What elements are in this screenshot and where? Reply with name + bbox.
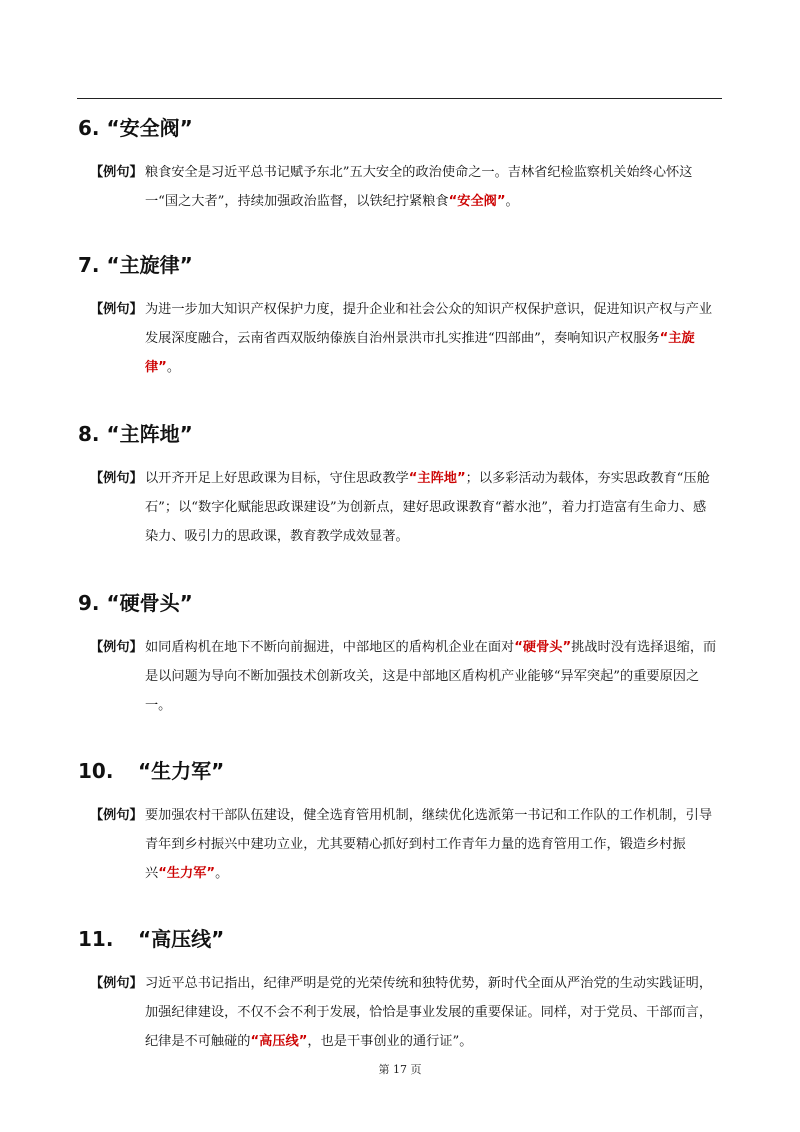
header-rule — [77, 98, 722, 99]
section-number: 6. — [78, 116, 100, 140]
example-text-end: ，也是干事创业的通行证”。 — [307, 1034, 473, 1049]
section-11 — [78, 925, 718, 1056]
page-number: 第 17 页 — [378, 1063, 422, 1076]
section-heading — [78, 420, 718, 448]
example-paragraph — [78, 633, 718, 720]
example-paragraph — [78, 801, 718, 888]
example-text-end: 。 — [505, 194, 519, 209]
section-number: 11. — [78, 927, 114, 951]
section-number: 9. — [78, 591, 100, 615]
section-number: 10. — [78, 759, 114, 783]
section-6 — [78, 114, 718, 216]
section-heading — [78, 925, 718, 953]
example-text: 习近平总书记指出，纪律严明是党的光荣传统和独特优势，新时代全面从严治党的生动实践证明，加强纪律建设，不仅不会不利于发展，恰恰是事业发展的重要保证。同样，对于党员、干部而言，纪律是不可触碰的 — [145, 976, 713, 1049]
example-paragraph — [78, 295, 718, 382]
section-number: 7. — [78, 253, 100, 277]
highlight-term: “高压线” — [250, 1034, 308, 1049]
example-text: 要加强农村干部队伍建设，健全选育管用机制，继续优化选派第一书记和工作队的工作机制，引导青年到乡村振兴中建功立业，尤其要精心抓好到村工作青年力量的选育管用工作，锻造乡村振兴 — [145, 808, 713, 881]
section-9 — [78, 589, 718, 720]
section-term: “主阵地” — [106, 422, 193, 446]
highlight-term: “硬骨头” — [514, 640, 572, 655]
example-paragraph — [78, 464, 718, 551]
example-text-end: 挑战时没有选择退缩，而是以问题为导向不断加强技术创新攻关，这是中部地区盾构机产业能够“异军突起”的重要原因之一。 — [145, 640, 717, 713]
example-text-end: ；以多彩活动为载体，夯实思政教育“压舱石”；以“数字化赋能思政课建设”为创新点，建好思政课教育“蓄水池”，着力打造富有生命力、感染力、吸引力的思政课，教育教学成效显著。 — [145, 471, 710, 544]
highlight-term: “安全阀” — [448, 194, 506, 209]
example-tag: 【例句】 — [90, 808, 143, 823]
section-heading — [78, 251, 718, 279]
section-number: 8. — [78, 422, 100, 446]
example-tag: 【例句】 — [90, 165, 143, 180]
example-text: 如同盾构机在地下不断向前掘进，中部地区的盾构机企业在面对 — [145, 640, 515, 655]
example-tag: 【例句】 — [90, 976, 143, 991]
section-7 — [78, 251, 718, 382]
highlight-term: “主旋律” — [145, 331, 695, 375]
section-heading — [78, 757, 718, 785]
highlight-term: “主阵地” — [408, 471, 466, 486]
section-term: “安全阀” — [106, 116, 193, 140]
section-term: “生力军” — [137, 759, 225, 783]
example-paragraph — [78, 969, 718, 1056]
section-term: “主旋律” — [106, 253, 193, 277]
example-text: 为进一步加大知识产权保护力度，提升企业和社会公众的知识产权保护意识，促进知识产权与产业发展深度融合，云南省西双版纳傣族自治州景洪市扎实推进“四部曲”，奏响知识产权服务 — [145, 302, 713, 346]
example-tag: 【例句】 — [90, 302, 143, 317]
section-10 — [78, 757, 718, 888]
section-8 — [78, 420, 718, 551]
section-heading — [78, 589, 718, 617]
highlight-term: “生力军” — [158, 866, 216, 881]
example-paragraph — [78, 158, 718, 216]
section-heading — [78, 114, 718, 142]
example-text: 粮食安全是习近平总书记赋予东北”五大安全的政治使命之一。吉林省纪检监察机关始终心怀这一“国之大者”，持续加强政治监督，以铁纪拧紧粮食 — [145, 165, 693, 209]
example-text: 以开齐开足上好思政课为目标，守住思政教学 — [145, 471, 409, 486]
section-term: “高压线” — [137, 927, 225, 951]
example-tag: 【例句】 — [90, 471, 143, 486]
section-term: “硬骨头” — [106, 591, 193, 615]
example-tag: 【例句】 — [90, 640, 143, 655]
example-text-end: 。 — [166, 360, 181, 375]
example-text-end: 。 — [215, 866, 229, 881]
